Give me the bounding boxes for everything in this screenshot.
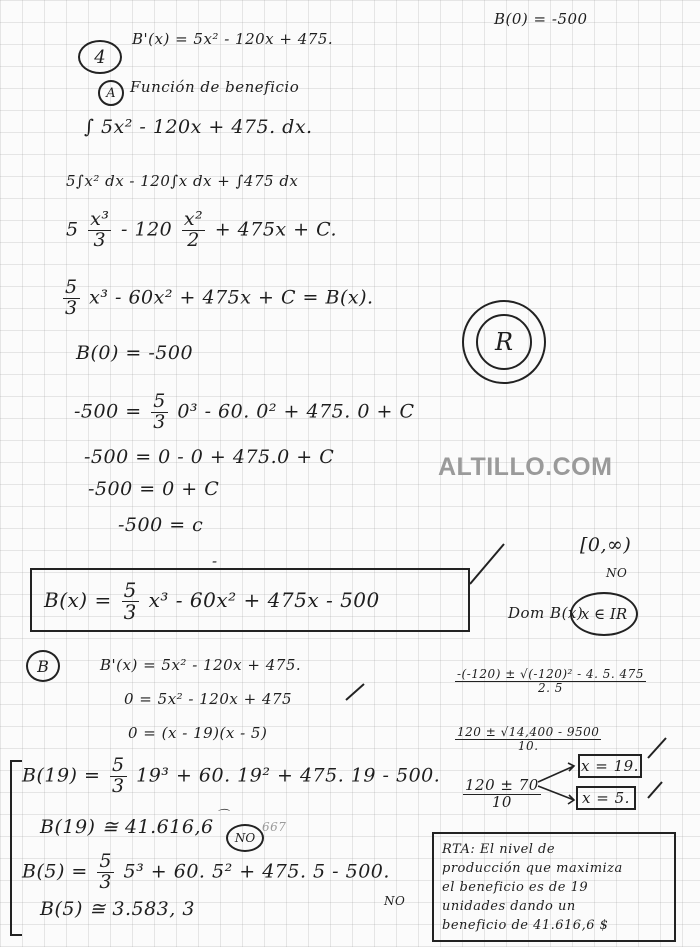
final-fraction <box>122 580 139 623</box>
evaluation-bracket <box>10 760 22 936</box>
part-b-label: B <box>37 656 49 676</box>
b19-fraction <box>110 756 127 797</box>
stamp-outer-circle <box>462 300 546 384</box>
quadratic-num-2: 120 ± √14,400 - 9500 <box>457 725 600 739</box>
antiderivative-result <box>60 278 374 319</box>
domain-set: x ∈ IR <box>580 605 628 623</box>
top-note: B(0) = -500 <box>494 10 588 28</box>
check-mark-2 <box>344 682 368 704</box>
given-derivative: B'(x) = 5x² - 120x + 475. <box>132 30 334 48</box>
b19-num: 5 <box>111 754 125 776</box>
stamp-letter: R <box>494 328 514 356</box>
no-circle-text: NO <box>234 831 256 845</box>
quadratic-step-1 <box>452 668 649 694</box>
part-b-circle <box>26 650 60 682</box>
part-a-circle <box>98 80 124 106</box>
domain-set-circle <box>570 592 638 636</box>
watermark: ALTILLO.COM <box>438 453 613 481</box>
b5-tail: 5³ + 60. 5² + 475. 5 - 500. <box>123 860 390 883</box>
final-num: 5 <box>123 578 137 602</box>
final-den: 3 <box>123 600 137 624</box>
initial-condition: B(0) = -500 <box>76 342 194 364</box>
step-num-2: x² <box>183 208 204 230</box>
quadratic-den-3: 10 <box>491 792 512 811</box>
answer-line: unidades dando un <box>442 899 576 914</box>
integral-expression: ∫ 5x² - 120x + 475. dx. <box>84 116 313 138</box>
part-b-equation: 0 = 5x² - 120x + 475 <box>124 690 293 708</box>
sign-correction-mark: - <box>212 552 218 570</box>
quadratic-step-3 <box>460 778 544 811</box>
stamp-inner-circle <box>476 314 532 370</box>
simplify-line-2: -500 = 0 + C <box>88 478 220 500</box>
substitution-num: 5 <box>153 390 166 412</box>
b5-num: 5 <box>99 850 112 872</box>
step-mid: - 120 <box>121 218 173 241</box>
step-fraction-2 <box>182 210 205 251</box>
part-a-title: Función de beneficio <box>130 78 300 96</box>
repeating-decimal-mark: ⌒ <box>216 808 229 822</box>
b19-head: B(19) = <box>22 764 101 787</box>
substitution-fraction <box>151 392 168 433</box>
quadratic-fraction-2 <box>455 726 601 752</box>
quadratic-num-3: 120 ± 70 <box>465 776 539 794</box>
root-2-box: x = 5. <box>576 786 636 810</box>
b5-result: B(5) ≅ 3.583, 3 <box>40 898 195 920</box>
result-den: 3 <box>65 296 78 319</box>
problem-number-circle <box>78 40 122 74</box>
step-den-2: 2 <box>187 228 200 251</box>
faded-digits: 667 <box>262 820 287 834</box>
part-b-derivative: B'(x) = 5x² - 120x + 475. <box>100 656 302 674</box>
final-tail: x³ - 60x² + 475x - 500 <box>148 588 380 612</box>
quadratic-num-1: -(-120) ± √(-120)² - 4. 5. 475 <box>457 667 644 681</box>
root-1-box: x = 19. <box>578 754 642 778</box>
answer-line: beneficio de 41.616,6 $ <box>442 918 609 933</box>
substitution-tail: 0³ - 60. 0² + 475. 0 + C <box>177 400 415 423</box>
integral-split: 5∫x² dx - 120∫x dx + ∫475 dx <box>66 172 299 190</box>
b5-head: B(5) = <box>22 860 88 883</box>
domain-label: Dom B(x) <box>508 604 584 622</box>
problem-number: 4 <box>94 46 106 68</box>
b5-evaluation <box>22 852 390 893</box>
b5-den: 3 <box>99 870 112 893</box>
b19-result: B(19) ≅ 41.616,6 <box>40 816 214 838</box>
part-a-label: A <box>106 85 116 101</box>
step-num-1: x³ <box>90 208 110 230</box>
substitution-line <box>74 392 414 433</box>
answer-box <box>432 832 676 942</box>
domain-interval: [0,∞) <box>580 534 632 556</box>
antiderivative-step <box>66 210 337 251</box>
no-mark: NO <box>384 894 406 908</box>
answer-line: el beneficio es de 19 <box>442 880 589 895</box>
step-fraction-1 <box>88 210 111 251</box>
final-function-box <box>30 568 470 632</box>
b19-tail: 19³ + 60. 19² + 475. 19 - 500. <box>136 764 441 787</box>
answer-line: producción que maximiza <box>442 861 623 876</box>
quadratic-fraction-1 <box>455 668 646 694</box>
answer-text <box>442 840 623 935</box>
substitution-head: -500 = <box>74 400 142 423</box>
result-num: 5 <box>65 276 78 298</box>
step-coef: 5 <box>66 218 79 241</box>
final-function <box>44 580 380 623</box>
simplify-line-1: -500 = 0 - 0 + 475.0 + C <box>84 446 335 468</box>
quadratic-den-1: 2. 5 <box>538 680 563 695</box>
result-tail: x³ - 60x² + 475x + C = B(x). <box>89 286 374 309</box>
step-den-1: 3 <box>93 228 107 251</box>
b19-den: 3 <box>111 774 125 797</box>
result-fraction <box>63 278 80 319</box>
answer-line: RTA: El nivel de <box>442 842 556 857</box>
quadratic-den-2: 10. <box>517 738 539 753</box>
check-mark-3 <box>646 736 670 762</box>
b19-evaluation <box>22 756 440 797</box>
check-mark-4 <box>646 780 666 802</box>
constant-result: -500 = c <box>118 514 204 536</box>
part-b-factored: 0 = (x - 19)(x - 5) <box>128 724 268 742</box>
b5-fraction <box>97 852 114 893</box>
final-head: B(x) = <box>44 588 112 612</box>
quadratic-fraction-3 <box>463 778 541 811</box>
check-mark-1 <box>468 540 508 590</box>
step-tail: + 475x + C. <box>214 218 338 241</box>
no-circle <box>226 824 264 852</box>
quadratic-step-2 <box>452 726 604 752</box>
root-arrows <box>536 760 580 808</box>
substitution-den: 3 <box>153 410 166 433</box>
domain-no: NO <box>606 566 628 580</box>
